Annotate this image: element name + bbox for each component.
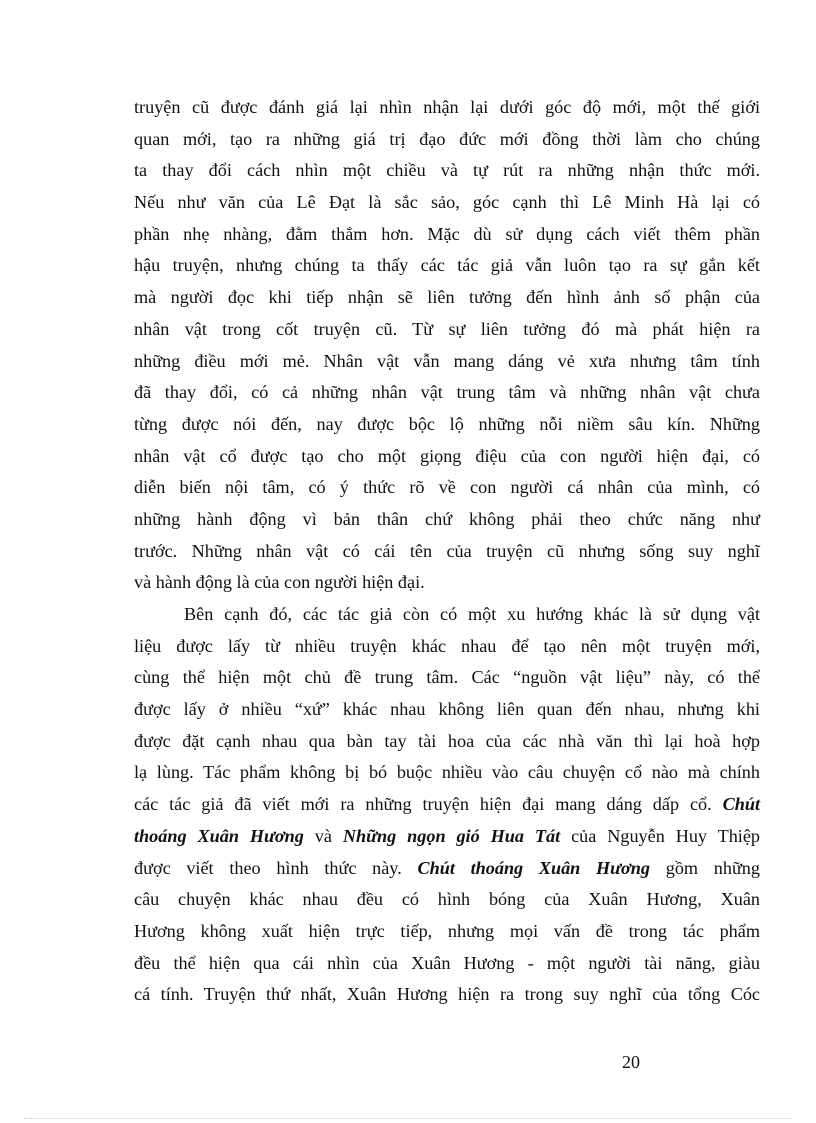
work-title: thoáng Xuân Hương — [134, 825, 304, 846]
body-text — [134, 92, 760, 1011]
text-line: và hành động là của con người hiện đại. — [134, 572, 425, 593]
text-line: Hương không xuất hiện trực tiếp, nhưng mọi vấn đề trong tác phẩm — [134, 920, 760, 941]
text-segment: các tác giả đã viết mới ra những truyện hiện đại mang dáng dấp cổ. — [134, 794, 712, 815]
text-line: cá tính. Truyện thứ nhất, Xuân Hương hiện ra trong suy nghĩ của tổng Cóc — [134, 984, 760, 1005]
text-line: cùng thể hiện một chủ đề trung tâm. Các “nguồn vật liệu” này, có thể — [134, 667, 760, 688]
text-line: được đặt cạnh nhau qua bàn tay tài hoa của các nhà văn thì lại hoà hợp — [134, 730, 760, 751]
text-line: lạ lùng. Tác phẩm không bị bó buộc nhiều vào câu chuyện cổ nào mà chính — [134, 762, 760, 783]
text-line: Nếu như văn của Lê Đạt là sắc sảo, góc cạnh thì Lê Minh Hà lại có — [134, 192, 760, 213]
text-line: ta thay đổi cách nhìn một chiều và tự rút ra những nhận thức mới. — [134, 160, 760, 181]
text-line: nhân vật cổ được tạo cho một giọng điệu của con người hiện đại, có — [134, 445, 760, 466]
text-line: quan mới, tạo ra những giá trị đạo đức mới đồng thời làm cho chúng — [134, 128, 760, 149]
text-line: những điều mới mẻ. Nhân vật vẫn mang dáng vẻ xưa nhưng tâm tính — [134, 350, 760, 371]
text-line: từng được nói đến, nay được bộc lộ những nỗi niềm sâu kín. Những — [134, 413, 760, 434]
text-segment: và — [314, 825, 332, 846]
text-line: nhân vật trong cốt truyện cũ. Từ sự liên tưởng đó mà phát hiện ra — [134, 318, 760, 339]
text-line — [134, 821, 760, 853]
text-line — [134, 789, 760, 821]
text-segment: của Nguyễn Huy Thiệp — [571, 825, 761, 846]
text-line — [134, 853, 760, 885]
text-line: Bên cạnh đó, các tác giả còn có một xu hướng khác là sử dụng vật — [184, 604, 760, 624]
text-line: phần nhẹ nhàng, đằm thắm hơn. Mặc dù sử dụng cách viết thêm phần — [134, 223, 760, 244]
text-line: đều thể hiện qua cái nhìn của Xuân Hương - một người tài năng, giàu — [134, 952, 760, 973]
text-line: những hành động vì bản thân chứ không phải theo chức năng như — [134, 508, 760, 529]
page-number: 20 — [622, 1052, 640, 1072]
work-title: Những ngọn gió Hua Tát — [342, 825, 561, 846]
text-line: liệu được lấy từ nhiều truyện khác nhau để tạo nên một truyện mới, — [134, 635, 760, 656]
text-segment: được viết theo hình thức này. — [134, 857, 402, 878]
text-line: đã thay đổi, có cả những nhân vật trung tâm và những nhân vật chưa — [134, 382, 760, 403]
text-segment: gồm những — [665, 857, 760, 878]
text-line: được lấy ở nhiều “xứ” khác nhau không liên quan đến nhau, nhưng khi — [134, 699, 760, 720]
text-line: diễn biến nội tâm, có ý thức rõ về con người cá nhân của mình, có — [134, 477, 760, 498]
text-line: trước. Những nhân vật có cái tên của truyện cũ nhưng sống suy nghĩ — [134, 540, 760, 561]
work-title: Chút — [722, 794, 760, 815]
text-line: mà người đọc khi tiếp nhận sẽ liên tưởng đến hình ảnh số phận của — [134, 287, 760, 308]
text-line: câu chuyện khác nhau đều có hình bóng của Xuân Hương, Xuân — [134, 889, 760, 910]
work-title: Chút thoáng Xuân Hương — [417, 857, 651, 878]
text-line: hậu truyện, nhưng chúng ta thấy các tác giả vẫn luôn tạo ra sự gắn kết — [134, 255, 760, 276]
footer-divider — [24, 1118, 792, 1119]
text-line: truyện cũ được đánh giá lại nhìn nhận lại dưới góc độ mới, một thế giới — [134, 97, 760, 117]
